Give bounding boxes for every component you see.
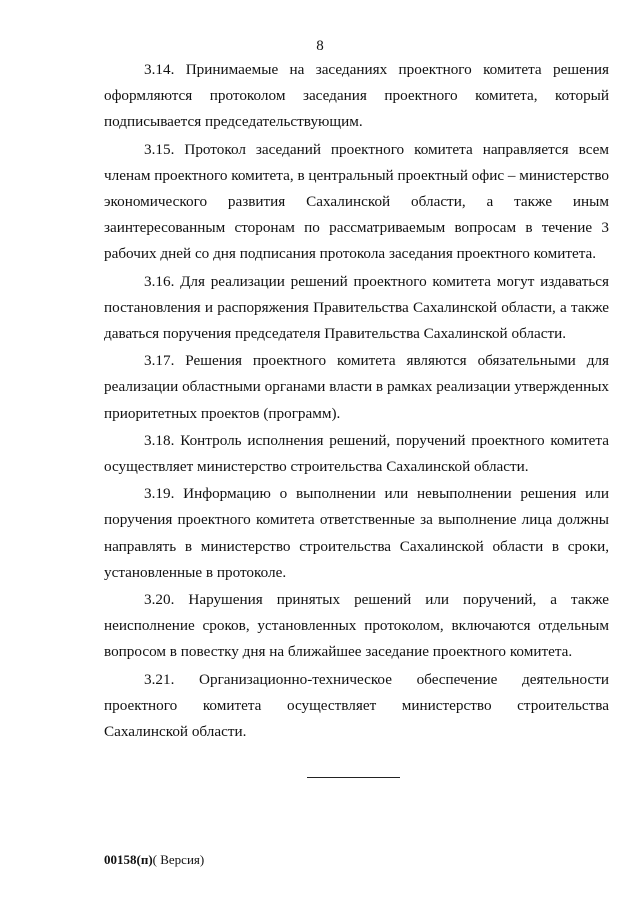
paragraph-3-20: 3.20. Нарушения принятых решений или поручений, а также неисполнение сроков, установленных протоколом, включаются отдельным вопросом в повестку дня на ближайшее заседание проектного комитета.	[104, 591, 609, 661]
page-number: 8	[316, 38, 324, 54]
document-version: ( Версия)	[152, 852, 205, 867]
document-body	[104, 57, 609, 745]
end-separator-line	[307, 777, 400, 778]
paragraph-3-14: 3.14. Принимаемые на заседаниях проектного комитета решения оформляются протоколом заседания проектного комитета, который подписывается председательствующим.	[104, 61, 609, 131]
document-code: 00158(п)	[104, 852, 153, 867]
paragraph-3-17: 3.17. Решения проектного комитета являются обязательными для реализации областными органами власти в рамках реализации утвержденных приоритетных проектов (программ).	[104, 352, 609, 422]
paragraph-3-21: 3.21. Организационно-техническое обеспечение деятельности проектного комитета осуществляет министерство строительства Сахалинской области.	[104, 670, 609, 741]
paragraph-3-15: 3.15. Протокол заседаний проектного комитета направляется всем членам проектного комитета, в центральный проектный офис – министерство экономического развития Сахалинской области, а также иным заинтересованным сторонам по рассматриваемым вопросам в течение 3 рабочих дней со дня подписания протокола заседания проектного комитета.	[104, 140, 610, 263]
paragraph-3-19: 3.19. Информацию о выполнении или невыполнении решения или поручения проектного комитета ответственные за выполнение лица должны направлять в министерство строительства Сахалинской области в сроки, установленные в протоколе.	[104, 485, 609, 581]
paragraph-3-16: 3.16. Для реализации решений проектного комитета могут издаваться постановления и распоряжения Правительства Сахалинской области, а также даваться поручения председателя Правительства Сахалинской области.	[104, 272, 609, 343]
footer	[104, 852, 204, 868]
paragraph-3-18: 3.18. Контроль исполнения решений, поручений проектного комитета осуществляет министерство строительства Сахалинской области.	[104, 431, 609, 476]
